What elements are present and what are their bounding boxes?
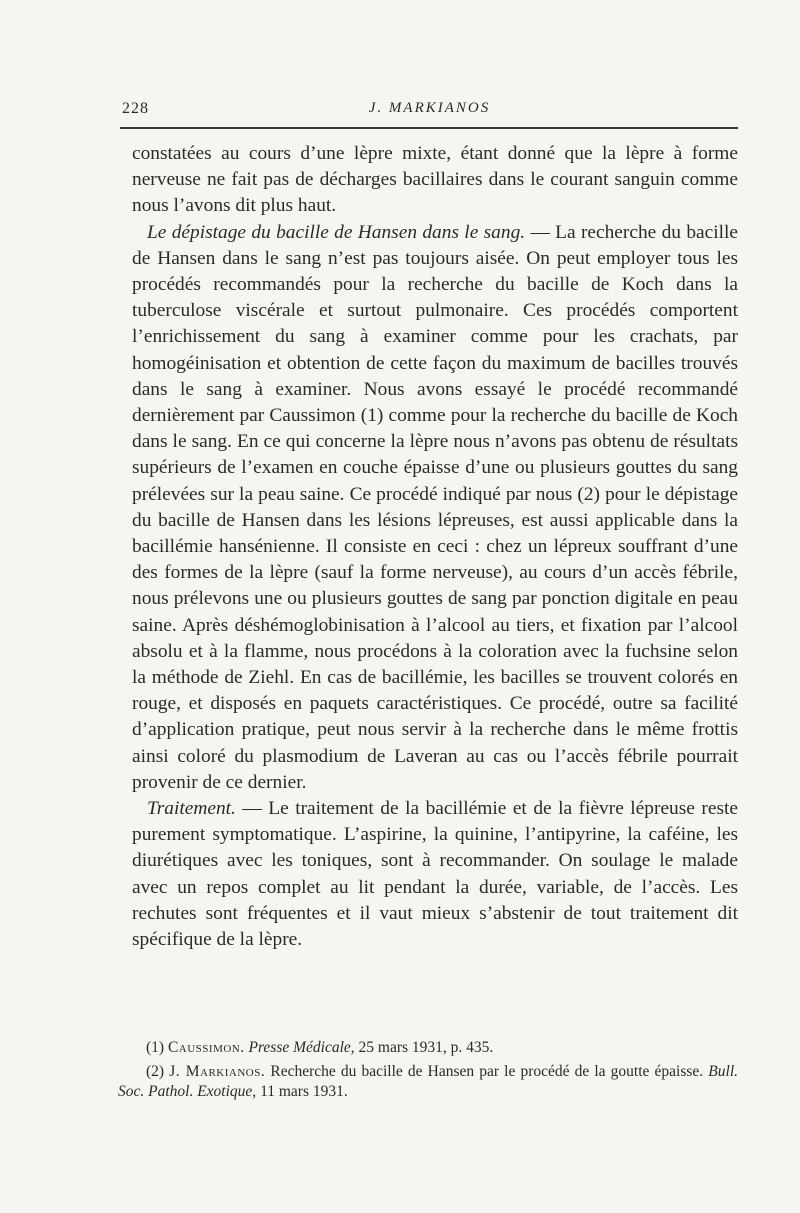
footnote-1-author: Caussimon. bbox=[167, 1039, 245, 1056]
footnote-1-mark: (1) bbox=[146, 1039, 165, 1056]
paragraph-3-text: — Le traitement de la bacillémie et de la fièvre lépreuse reste purement symptomatique. L’aspirine, la quinine, l’antipyrine, la caféine, les diurétiques avec les toniques, sont à recommander. On soulage le malade avec un repos complet au lit pendant la durée, variable, de l’accès. Les rechutes sont fréquentes et il vaut mieux s’abstenir de tout traitement dit spécifique de la lèpre. bbox=[132, 798, 738, 951]
section-title-depistage: Le dépistage du bacille de Hansen dans le sang. bbox=[147, 221, 526, 243]
footnote-1-source: Presse Médicale, bbox=[248, 1039, 355, 1056]
footnote-1 bbox=[118, 1038, 738, 1058]
footnote-2-mark: (2) bbox=[146, 1063, 165, 1080]
paragraph-1: constatées au cours d’une lèpre mixte, étant donné que la lèpre à forme nerveuse ne fait pas de décharges bacillaires dans le courant sanguin comme nous l’avons dit plus haut. bbox=[132, 143, 738, 217]
page-header bbox=[122, 100, 737, 120]
header-rule bbox=[120, 127, 738, 129]
footnote-2-text: Recherche du bacille de Hansen par le procédé de la goutte épaisse. bbox=[265, 1063, 709, 1080]
footnote-1-rest: 25 mars 1931, p. 435. bbox=[354, 1039, 494, 1056]
paragraph-3 bbox=[132, 796, 738, 953]
paragraph-2-text: — La recherche du bacille de Hansen dans le sang n’est pas toujours aisée. On peut employer tous les procédés recommandés pour la recherche du bacille de Koch dans la tuberculose viscérale et surtout pulmonaire. Ces procédés comportent l’enrichissement du sang à examiner comme pour les crachats, par homogéinisation et obtention de cette façon du maximum de bacilles trouvés dans le sang à examiner. Nous avons essayé le procédé recommandé dernièrement par Caussimon (1) comme pour la recherche du bacille de Koch dans le sang. En ce qui concerne la lèpre nous n’avons pas obtenu de résultats supérieurs de l’examen en couche épaisse d’une ou plusieurs gouttes du sang prélevées sur la peau saine. Ce procédé indiqué par nous (2) pour le dépistage du bacille de Hansen dans les lésions lépreuses, est aussi applicable dans la bacillémie hansénienne. Il consiste en ceci : chez un lépreux souffrant d’une des formes de la lèpre (sauf la forme nerveuse), au cours d’un accès fébrile, nous prélevons une ou plusieurs gouttes de sang par ponction digitale en peau saine. Après déshémoglobinisation à l’alcool au tiers, et fixation par l’alcool absolu et à la flamme, nous procédons à la coloration avec la fuchsine selon la méthode de Ziehl. En cas de bacillémie, les bacilles se trouvent colorés en rouge, et disposés en paquets caractéristiques. Ce procédé, outre sa facilité d’application pratique, peut nous servir à la recherche dans le même frottis ainsi coloré du plasmodium de Laveran au cas ou l’accès fébrile pourrait provenir de ce dernier. bbox=[132, 221, 738, 793]
footnote-2 bbox=[118, 1062, 738, 1102]
page-number: 228 bbox=[122, 100, 149, 117]
body-text bbox=[132, 141, 738, 953]
paragraph-2 bbox=[132, 220, 738, 796]
footnote-2-rest: 11 mars 1931. bbox=[256, 1083, 348, 1100]
footnote-2-author: J. Markianos. bbox=[169, 1063, 266, 1080]
running-title: J. MARKIANOS bbox=[368, 100, 491, 116]
footnote-2-source: Bull. Soc. Pathol. Exotique, bbox=[118, 1063, 739, 1100]
footnotes bbox=[118, 1038, 738, 1106]
section-title-traitement: Traitement. bbox=[147, 798, 236, 820]
